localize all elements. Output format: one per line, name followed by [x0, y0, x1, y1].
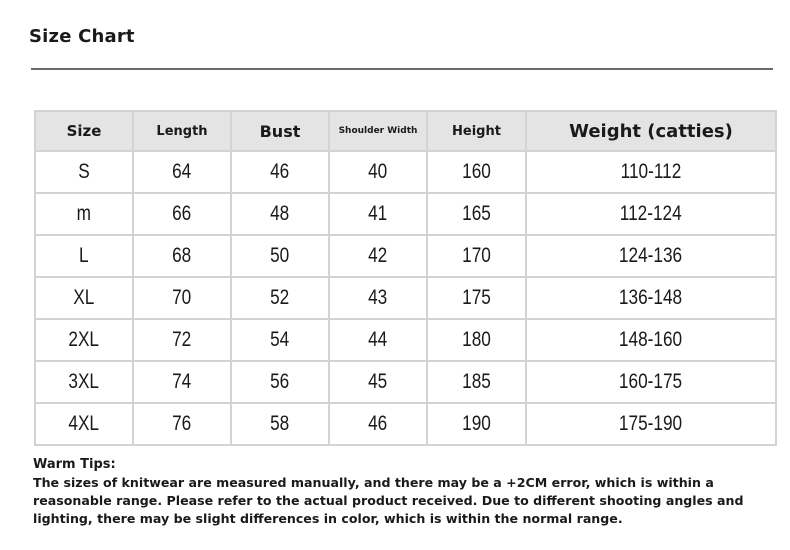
cell-bust: 46	[231, 151, 329, 193]
page-title: Size Chart	[29, 26, 135, 47]
cell-length: 72	[133, 319, 231, 361]
cell-size: XL	[35, 277, 133, 319]
cell-height: 180	[427, 319, 526, 361]
header-length: Length	[133, 111, 231, 151]
cell-bust: 56	[231, 361, 329, 403]
cell-height: 185	[427, 361, 526, 403]
cell-shoulder-width: 44	[329, 319, 427, 361]
cell-length: 70	[133, 277, 231, 319]
cell-bust: 50	[231, 235, 329, 277]
cell-shoulder-width: 43	[329, 277, 427, 319]
header-height: Height	[427, 111, 526, 151]
cell-shoulder-width: 46	[329, 403, 427, 445]
table-row	[35, 403, 776, 445]
warm-tips-title: Warm Tips:	[33, 457, 116, 472]
cell-shoulder-width: 41	[329, 193, 427, 235]
cell-weight: 136-148	[526, 277, 776, 319]
header-row	[35, 111, 776, 151]
header-shoulder-width: Shoulder Width	[329, 111, 427, 151]
warm-tips-body: The sizes of knitwear are measured manually, and there may be a +2CM error, which is within a reasonable range. Please refer to the actual product received. Due to different shooting angles and lighting, there may be slight differences in color, which is within the normal range.	[33, 475, 744, 526]
cell-bust: 54	[231, 319, 329, 361]
cell-height: 175	[427, 277, 526, 319]
cell-height: 160	[427, 151, 526, 193]
header-bust: Bust	[231, 111, 329, 151]
warm-tips	[33, 456, 778, 528]
cell-weight: 160-175	[526, 361, 776, 403]
header-size: Size	[35, 111, 133, 151]
size-chart-table	[34, 110, 777, 446]
cell-height: 165	[427, 193, 526, 235]
table-row	[35, 277, 776, 319]
cell-size: S	[35, 151, 133, 193]
cell-size: L	[35, 235, 133, 277]
cell-weight: 112-124	[526, 193, 776, 235]
table-row	[35, 193, 776, 235]
cell-weight: 124-136	[526, 235, 776, 277]
cell-weight: 175-190	[526, 403, 776, 445]
table-row	[35, 361, 776, 403]
cell-bust: 58	[231, 403, 329, 445]
header-weight: Weight (catties)	[526, 111, 776, 151]
cell-shoulder-width: 42	[329, 235, 427, 277]
cell-shoulder-width: 45	[329, 361, 427, 403]
cell-weight: 148-160	[526, 319, 776, 361]
cell-length: 64	[133, 151, 231, 193]
table-row	[35, 319, 776, 361]
cell-height: 170	[427, 235, 526, 277]
cell-weight: 110-112	[526, 151, 776, 193]
cell-bust: 52	[231, 277, 329, 319]
cell-size: 2XL	[35, 319, 133, 361]
cell-shoulder-width: 40	[329, 151, 427, 193]
cell-size: m	[35, 193, 133, 235]
cell-length: 76	[133, 403, 231, 445]
table-row	[35, 151, 776, 193]
cell-size: 3XL	[35, 361, 133, 403]
cell-length: 68	[133, 235, 231, 277]
cell-bust: 48	[231, 193, 329, 235]
table-row	[35, 235, 776, 277]
cell-height: 190	[427, 403, 526, 445]
title-divider	[31, 68, 773, 70]
cell-length: 74	[133, 361, 231, 403]
cell-size: 4XL	[35, 403, 133, 445]
cell-length: 66	[133, 193, 231, 235]
